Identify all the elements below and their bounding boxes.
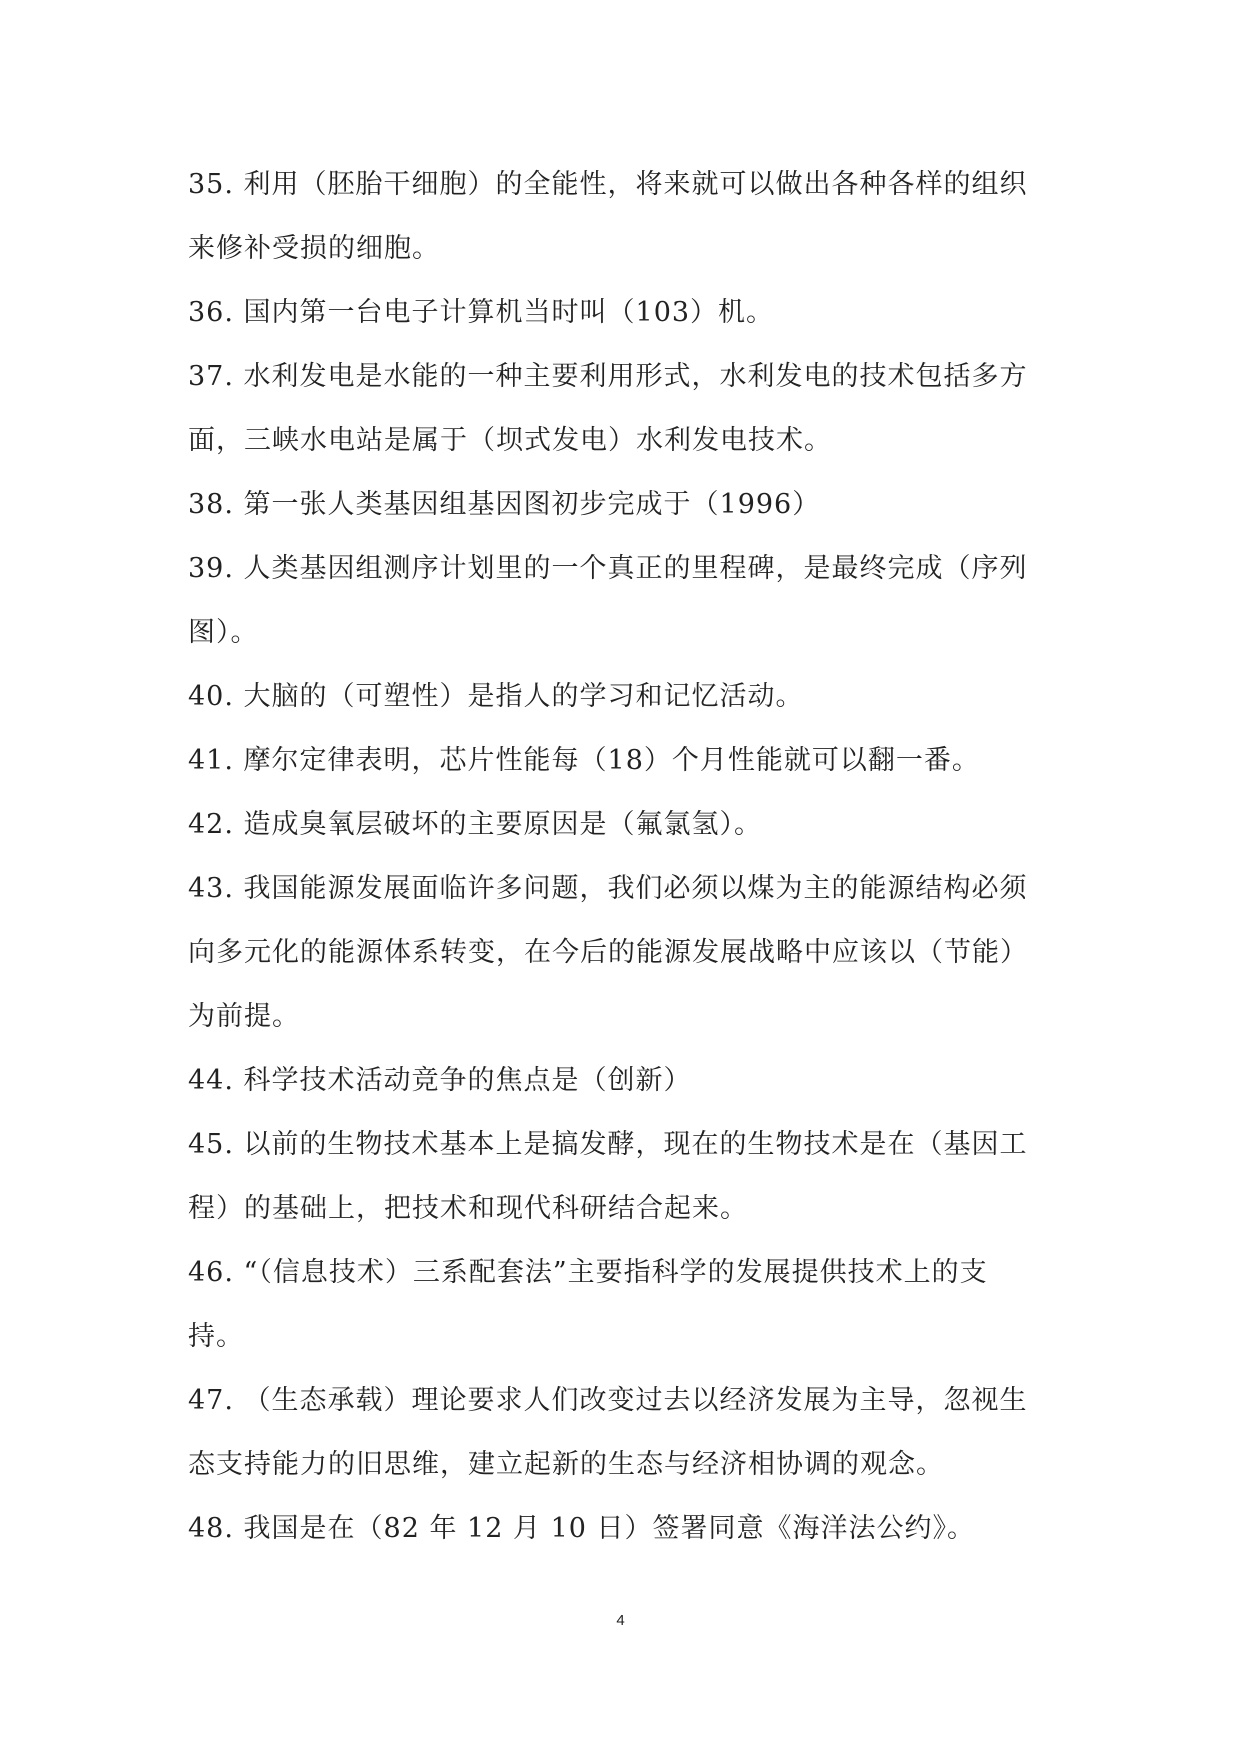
- text-line: 程）的基础上，把技术和现代科研结合起来。: [188, 1193, 748, 1224]
- text-line: 39. 人类基因组测序计划里的一个真正的里程碑，是最终完成（序列: [188, 553, 1028, 584]
- document-body: [188, 153, 1068, 1561]
- text-line: 40. 大脑的（可塑性）是指人的学习和记忆活动。: [188, 681, 804, 712]
- page-number: 4: [616, 1612, 625, 1629]
- text-line: 面，三峡水电站是属于（坝式发电）水利发电技术。: [188, 425, 832, 456]
- text-line: 41. 摩尔定律表明，芯片性能每（18）个月性能就可以翻一番。: [188, 745, 980, 776]
- text-line: 48. 我国是在（82 年 12 月 10 日）签署同意《海洋法公约》。: [188, 1513, 976, 1544]
- text-line: 图）。: [188, 617, 259, 648]
- text-line: 43. 我国能源发展面临许多问题，我们必须以煤为主的能源结构必须: [188, 873, 1028, 904]
- text-line: 45. 以前的生物技术基本上是搞发酵，现在的生物技术是在（基因工: [188, 1129, 1028, 1160]
- text-line: 44. 科学技术活动竞争的焦点是（创新）: [188, 1065, 692, 1096]
- text-line: 35. 利用（胚胎干细胞）的全能性，将来就可以做出各种各样的组织: [188, 169, 1028, 200]
- text-line: 37. 水利发电是水能的一种主要利用形式，水利发电的技术包括多方: [188, 361, 1028, 392]
- text-line: 为前提。: [188, 1001, 300, 1032]
- text-line: 向多元化的能源体系转变，在今后的能源发展战略中应该以（节能）: [188, 937, 1028, 968]
- text-line: 态支持能力的旧思维，建立起新的生态与经济相协调的观念。: [188, 1449, 944, 1480]
- text-line: 47. （生态承载）理论要求人们改变过去以经济发展为主导，忽视生: [188, 1385, 1028, 1416]
- text-line: 38. 第一张人类基因组基因图初步完成于（1996）: [188, 489, 821, 520]
- text-line: 36. 国内第一台电子计算机当时叫（103）机。: [188, 297, 775, 328]
- text-line: 持。: [188, 1321, 244, 1352]
- text-line: 42. 造成臭氧层破坏的主要原因是（氟氯氢）。: [188, 809, 763, 840]
- text-line: 46. “（信息技术）三系配套法”主要指科学的发展提供技术上的支: [188, 1257, 988, 1288]
- text-line: 来修补受损的细胞。: [188, 233, 440, 264]
